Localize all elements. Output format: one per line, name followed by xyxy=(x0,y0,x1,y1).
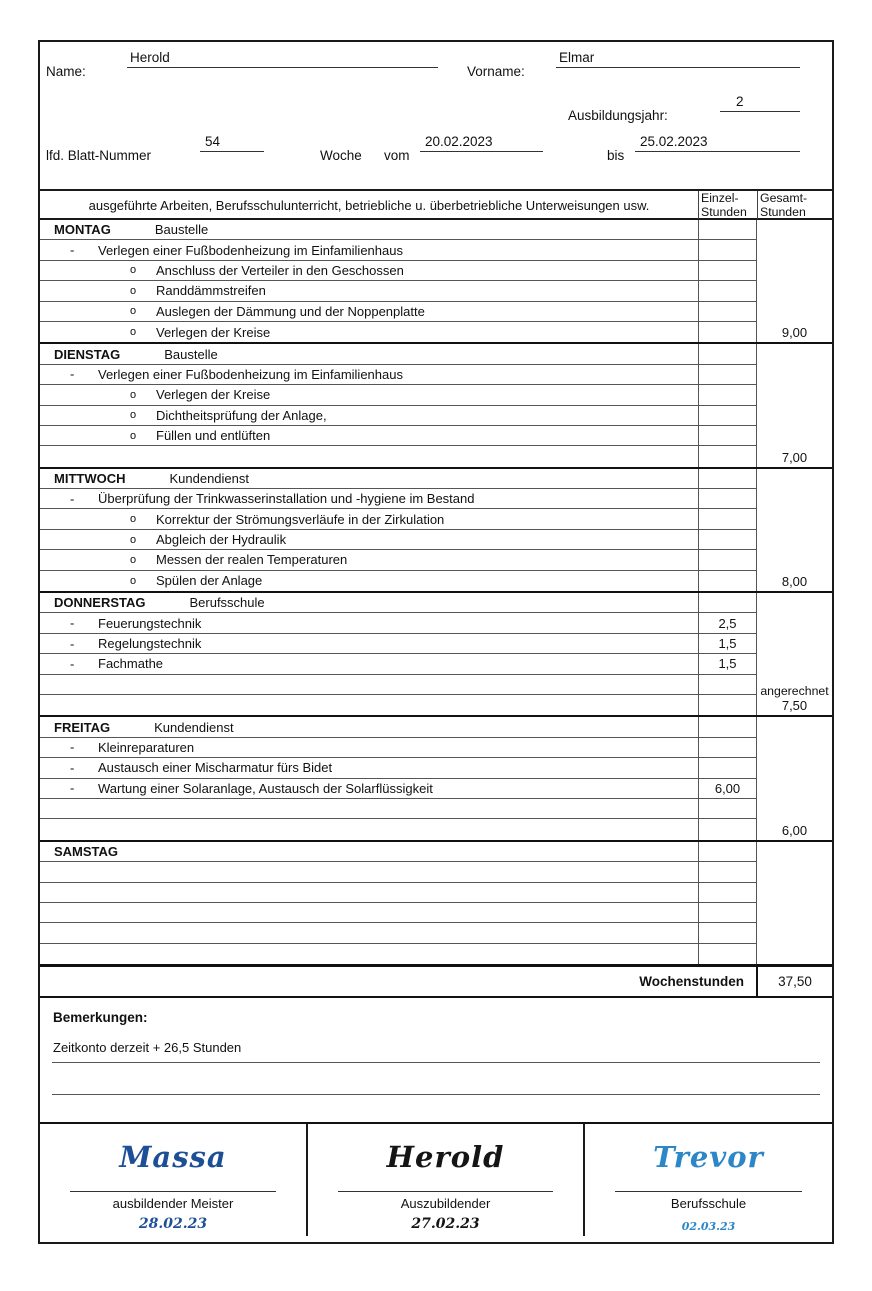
einzel-stunden-value xyxy=(698,842,756,861)
vorname-value: Elmar xyxy=(556,50,800,68)
table-row xyxy=(40,675,756,695)
table-row xyxy=(40,446,756,466)
gesamt-value: 7,50 xyxy=(781,698,808,714)
day-rows xyxy=(40,344,756,466)
table-row xyxy=(40,613,756,633)
activity-text: Dichtheitsprüfung der Anlage, xyxy=(156,407,327,423)
signature-berufsschule xyxy=(583,1124,832,1236)
einzel-stunden-value xyxy=(698,261,756,280)
day-category: Kundendienst xyxy=(154,719,234,735)
table-row xyxy=(40,302,756,322)
activity-cell xyxy=(40,261,698,280)
table-row xyxy=(40,654,756,674)
activity-cell xyxy=(40,695,698,715)
activity-cell xyxy=(40,944,698,964)
gesamt-stunden-cell xyxy=(756,344,832,466)
name-label: Name: xyxy=(46,64,86,79)
day-header-cell xyxy=(40,842,698,861)
day-rows xyxy=(40,717,756,839)
activity-cell xyxy=(40,654,698,673)
bullet-marker: - xyxy=(70,615,75,631)
gesamt-stunden-cell xyxy=(756,593,832,715)
table-header-row xyxy=(40,189,832,220)
table-row xyxy=(40,281,756,301)
activity-text: Fachmathe xyxy=(98,656,164,672)
ausbildungsjahr-label: Ausbildungsjahr: xyxy=(568,108,668,123)
wochenstunden-label: Wochenstunden xyxy=(639,974,744,990)
gesamt-line1: Gesamt- xyxy=(760,191,808,205)
table-row xyxy=(40,923,756,943)
activity-text: Austausch einer Mischarmatur fürs Bidet xyxy=(98,760,333,776)
einzel-stunden-value xyxy=(698,903,756,922)
activity-text: Füllen und entlüften xyxy=(156,428,271,444)
gesamt-line2: Stunden xyxy=(760,204,806,219)
activity-cell xyxy=(40,406,698,425)
bullet-marker: - xyxy=(70,739,75,755)
day-block xyxy=(40,717,832,841)
day-header-row xyxy=(40,344,756,364)
bullet-marker: o xyxy=(130,284,137,297)
activity-cell xyxy=(40,675,698,694)
table-row xyxy=(40,365,756,385)
table-row xyxy=(40,738,756,758)
table-row xyxy=(40,862,756,882)
einzel-stunden-value xyxy=(698,944,756,964)
gesamt-note: angerechnet xyxy=(760,684,829,699)
activity-cell xyxy=(40,613,698,632)
signature-auszubildender xyxy=(306,1124,583,1236)
activity-text: Verlegen einer Fußbodenheizung im Einfamilienhaus xyxy=(98,242,403,258)
column-header-gesamt-stunden xyxy=(757,191,832,219)
day-header-cell xyxy=(40,469,698,488)
einzel-stunden-value xyxy=(698,281,756,300)
activity-cell xyxy=(40,738,698,757)
activity-text: Überprüfung der Trinkwasserinstallation und -hygiene im Bestand xyxy=(98,491,475,507)
einzel-stunden-value xyxy=(698,489,756,508)
activity-text: Korrektur der Strömungsverläufe in der Zirkulation xyxy=(156,511,445,527)
bemerkungen-line xyxy=(52,1094,820,1095)
day-label: MITTWOCH xyxy=(54,470,126,486)
day-blocks xyxy=(40,220,832,966)
bullet-marker: o xyxy=(130,429,137,442)
einzel-stunden-value xyxy=(698,344,756,363)
day-label: DIENSTAG xyxy=(54,346,121,362)
einzel-stunden-value xyxy=(698,923,756,942)
activity-text: Wartung einer Solaranlage, Austausch der Solarflüssigkeit xyxy=(98,780,433,796)
day-block xyxy=(40,220,832,344)
activity-cell xyxy=(40,530,698,549)
einzel-stunden-value xyxy=(698,593,756,612)
einzel-stunden-value xyxy=(698,530,756,549)
einzel-line2: Stunden xyxy=(701,204,747,219)
einzel-stunden-value xyxy=(698,385,756,404)
signature-berufsschule-name: Trevor xyxy=(653,1140,764,1175)
day-label: SAMSTAG xyxy=(54,843,119,859)
einzel-stunden-value xyxy=(698,758,756,777)
day-header-cell xyxy=(40,717,698,736)
einzel-stunden-value: 1,5 xyxy=(698,634,756,653)
einzel-stunden-value xyxy=(698,695,756,715)
activity-cell xyxy=(40,509,698,528)
signature-line xyxy=(338,1191,553,1192)
activity-text: Spülen der Anlage xyxy=(156,573,263,589)
day-label: FREITAG xyxy=(54,719,111,735)
table-row xyxy=(40,322,756,342)
table-row xyxy=(40,261,756,281)
activity-cell xyxy=(40,903,698,922)
day-block xyxy=(40,593,832,717)
einzel-stunden-value xyxy=(698,426,756,445)
gesamt-stunden-cell xyxy=(756,842,832,964)
bis-value: 25.02.2023 xyxy=(635,134,800,152)
signature-line xyxy=(70,1191,276,1192)
day-header-row xyxy=(40,469,756,489)
einzel-stunden-value: 1,5 xyxy=(698,654,756,673)
gesamt-stunden-cell xyxy=(756,717,832,839)
day-header-row xyxy=(40,842,756,862)
einzel-stunden-value: 2,5 xyxy=(698,613,756,632)
day-category: Baustelle xyxy=(154,222,209,238)
activity-cell xyxy=(40,240,698,259)
bullet-marker: o xyxy=(130,264,137,277)
name-value: Herold xyxy=(127,50,438,68)
table-row xyxy=(40,240,756,260)
einzel-stunden-value xyxy=(698,406,756,425)
activity-cell xyxy=(40,489,698,508)
table-row xyxy=(40,695,756,715)
table-row xyxy=(40,903,756,923)
table-row xyxy=(40,509,756,529)
day-block xyxy=(40,344,832,468)
bullet-marker: o xyxy=(130,408,137,421)
day-header-row xyxy=(40,717,756,737)
table-row xyxy=(40,426,756,446)
day-rows xyxy=(40,469,756,591)
day-header-row xyxy=(40,593,756,613)
ausbildungsjahr-value: 2 xyxy=(720,94,800,112)
day-header-cell xyxy=(40,220,698,239)
signature-berufsschule-date: 02.03.23 xyxy=(681,1220,736,1234)
einzel-stunden-value xyxy=(698,862,756,881)
signature-berufsschule-role: Berufsschule xyxy=(670,1196,747,1212)
training-report-form xyxy=(38,40,834,1244)
day-category: Baustelle xyxy=(164,346,218,362)
bullet-marker: - xyxy=(70,780,75,796)
einzel-stunden-value xyxy=(698,799,756,818)
activity-cell xyxy=(40,819,698,839)
einzel-stunden-value xyxy=(698,509,756,528)
bullet-marker: - xyxy=(70,636,75,651)
activity-cell xyxy=(40,758,698,777)
signature-meister-name: Massa xyxy=(119,1140,227,1175)
bullet-marker: o xyxy=(130,325,137,338)
einzel-stunden-value xyxy=(698,571,756,591)
blatt-nummer-label: lfd. Blatt-Nummer xyxy=(46,148,152,163)
day-label: MONTAG xyxy=(54,222,111,238)
activity-cell xyxy=(40,634,698,653)
day-header-cell xyxy=(40,593,698,612)
activity-text: Messen der realen Temperaturen xyxy=(156,552,348,568)
signature-auszubildender-name: Herold xyxy=(386,1140,505,1175)
gesamt-value: 8,00 xyxy=(781,574,808,590)
blatt-nummer-value: 54 xyxy=(200,134,264,152)
bullet-marker: o xyxy=(130,553,137,566)
activity-cell xyxy=(40,862,698,881)
table-row xyxy=(40,571,756,591)
activity-text: Verlegen einer Fußbodenheizung im Einfamilienhaus xyxy=(98,366,403,382)
activity-text: Feuerungstechnik xyxy=(98,615,202,631)
einzel-stunden-value xyxy=(698,240,756,259)
einzel-stunden-value xyxy=(698,302,756,321)
einzel-stunden-value xyxy=(698,550,756,569)
einzel-stunden-value xyxy=(698,738,756,757)
day-category: Kundendienst xyxy=(169,470,249,486)
activity-text: Randdämmstreifen xyxy=(156,283,266,299)
activity-cell xyxy=(40,446,698,466)
activity-cell xyxy=(40,365,698,384)
activity-cell xyxy=(40,426,698,445)
day-block xyxy=(40,469,832,593)
table-row xyxy=(40,489,756,509)
table-row xyxy=(40,883,756,903)
vorname-label: Vorname: xyxy=(467,64,525,79)
activity-text: Anschluss der Verteiler in den Geschossen xyxy=(156,262,404,278)
woche-label: Woche xyxy=(320,148,362,163)
bullet-marker: o xyxy=(130,388,137,401)
einzel-stunden-value xyxy=(698,446,756,466)
table-row xyxy=(40,779,756,799)
day-block xyxy=(40,842,832,966)
activity-text: Verlegen der Kreise xyxy=(156,324,271,340)
form-header xyxy=(40,42,832,189)
signature-meister-role: ausbildender Meister xyxy=(112,1196,234,1212)
einzel-stunden-value xyxy=(698,322,756,342)
activity-cell xyxy=(40,385,698,404)
signature-auszubildender-date: 27.02.23 xyxy=(411,1216,480,1233)
bemerkungen-line xyxy=(52,1062,820,1063)
vom-value: 20.02.2023 xyxy=(420,134,543,152)
day-header-row xyxy=(40,220,756,240)
activity-text: Regelungstechnik xyxy=(98,636,202,651)
table-row xyxy=(40,634,756,654)
einzel-line1: Einzel- xyxy=(701,191,739,205)
bis-label: bis xyxy=(607,148,625,163)
bullet-marker: - xyxy=(70,656,75,672)
table-row xyxy=(40,385,756,405)
table-row xyxy=(40,758,756,778)
bullet-marker: o xyxy=(130,512,137,525)
einzel-stunden-value xyxy=(698,883,756,902)
activity-cell xyxy=(40,883,698,902)
day-rows xyxy=(40,842,756,964)
bullet-marker: - xyxy=(70,366,75,382)
activity-cell xyxy=(40,779,698,798)
signature-line xyxy=(615,1191,802,1192)
einzel-stunden-value xyxy=(698,469,756,488)
activity-text: Abgleich der Hydraulik xyxy=(156,532,287,548)
activity-cell xyxy=(40,550,698,569)
einzel-stunden-value xyxy=(698,819,756,839)
day-header-cell xyxy=(40,344,698,363)
day-rows xyxy=(40,593,756,715)
gesamt-value: 9,00 xyxy=(781,325,808,341)
signature-auszubildender-role: Auszubildender xyxy=(400,1196,491,1212)
bullet-marker: o xyxy=(130,574,137,587)
activity-text: Kleinreparaturen xyxy=(98,739,195,755)
bullet-marker: o xyxy=(130,305,137,318)
gesamt-stunden-cell xyxy=(756,220,832,342)
day-category: Berufsschule xyxy=(189,595,265,611)
column-header-einzel-stunden xyxy=(698,191,757,219)
wochenstunden-row xyxy=(40,966,832,998)
gesamt-value: 7,00 xyxy=(781,449,808,465)
einzel-stunden-value xyxy=(698,675,756,694)
einzel-stunden-value: 6,00 xyxy=(698,779,756,798)
wochenstunden-value: 37,50 xyxy=(756,967,832,996)
signature-meister xyxy=(40,1124,306,1236)
bemerkungen-label: Bemerkungen: xyxy=(53,1010,148,1026)
table-row xyxy=(40,799,756,819)
einzel-stunden-value xyxy=(698,717,756,736)
bullet-marker: o xyxy=(130,533,137,546)
activity-cell xyxy=(40,322,698,342)
table-row xyxy=(40,406,756,426)
day-rows xyxy=(40,220,756,342)
table-row xyxy=(40,530,756,550)
signature-section xyxy=(40,1124,832,1236)
bullet-marker: - xyxy=(70,760,75,776)
table-row xyxy=(40,550,756,570)
bemerkungen-text: Zeitkonto derzeit + 26,5 Stunden xyxy=(53,1040,242,1056)
signature-meister-date: 28.02.23 xyxy=(138,1216,208,1233)
gesamt-stunden-cell xyxy=(756,469,832,591)
table-row xyxy=(40,819,756,839)
activity-text: Verlegen der Kreise xyxy=(156,387,271,403)
column-header-activities: ausgeführte Arbeiten, Berufsschulunterricht, betriebliche u. überbetriebliche Unterweisungen usw. xyxy=(88,197,650,213)
einzel-stunden-value xyxy=(698,220,756,239)
activity-cell xyxy=(40,302,698,321)
activity-cell xyxy=(40,923,698,942)
activity-cell xyxy=(40,799,698,818)
activity-cell xyxy=(40,571,698,591)
activity-cell xyxy=(40,281,698,300)
bemerkungen-section xyxy=(40,998,832,1124)
table-row xyxy=(40,944,756,964)
bullet-marker: - xyxy=(70,491,75,507)
gesamt-value: 6,00 xyxy=(781,822,808,838)
einzel-stunden-value xyxy=(698,365,756,384)
activity-text: Auslegen der Dämmung und der Noppenplatte xyxy=(156,303,425,319)
bullet-marker: - xyxy=(70,242,75,258)
vom-label: vom xyxy=(384,148,410,163)
day-label: DONNERSTAG xyxy=(54,595,146,611)
